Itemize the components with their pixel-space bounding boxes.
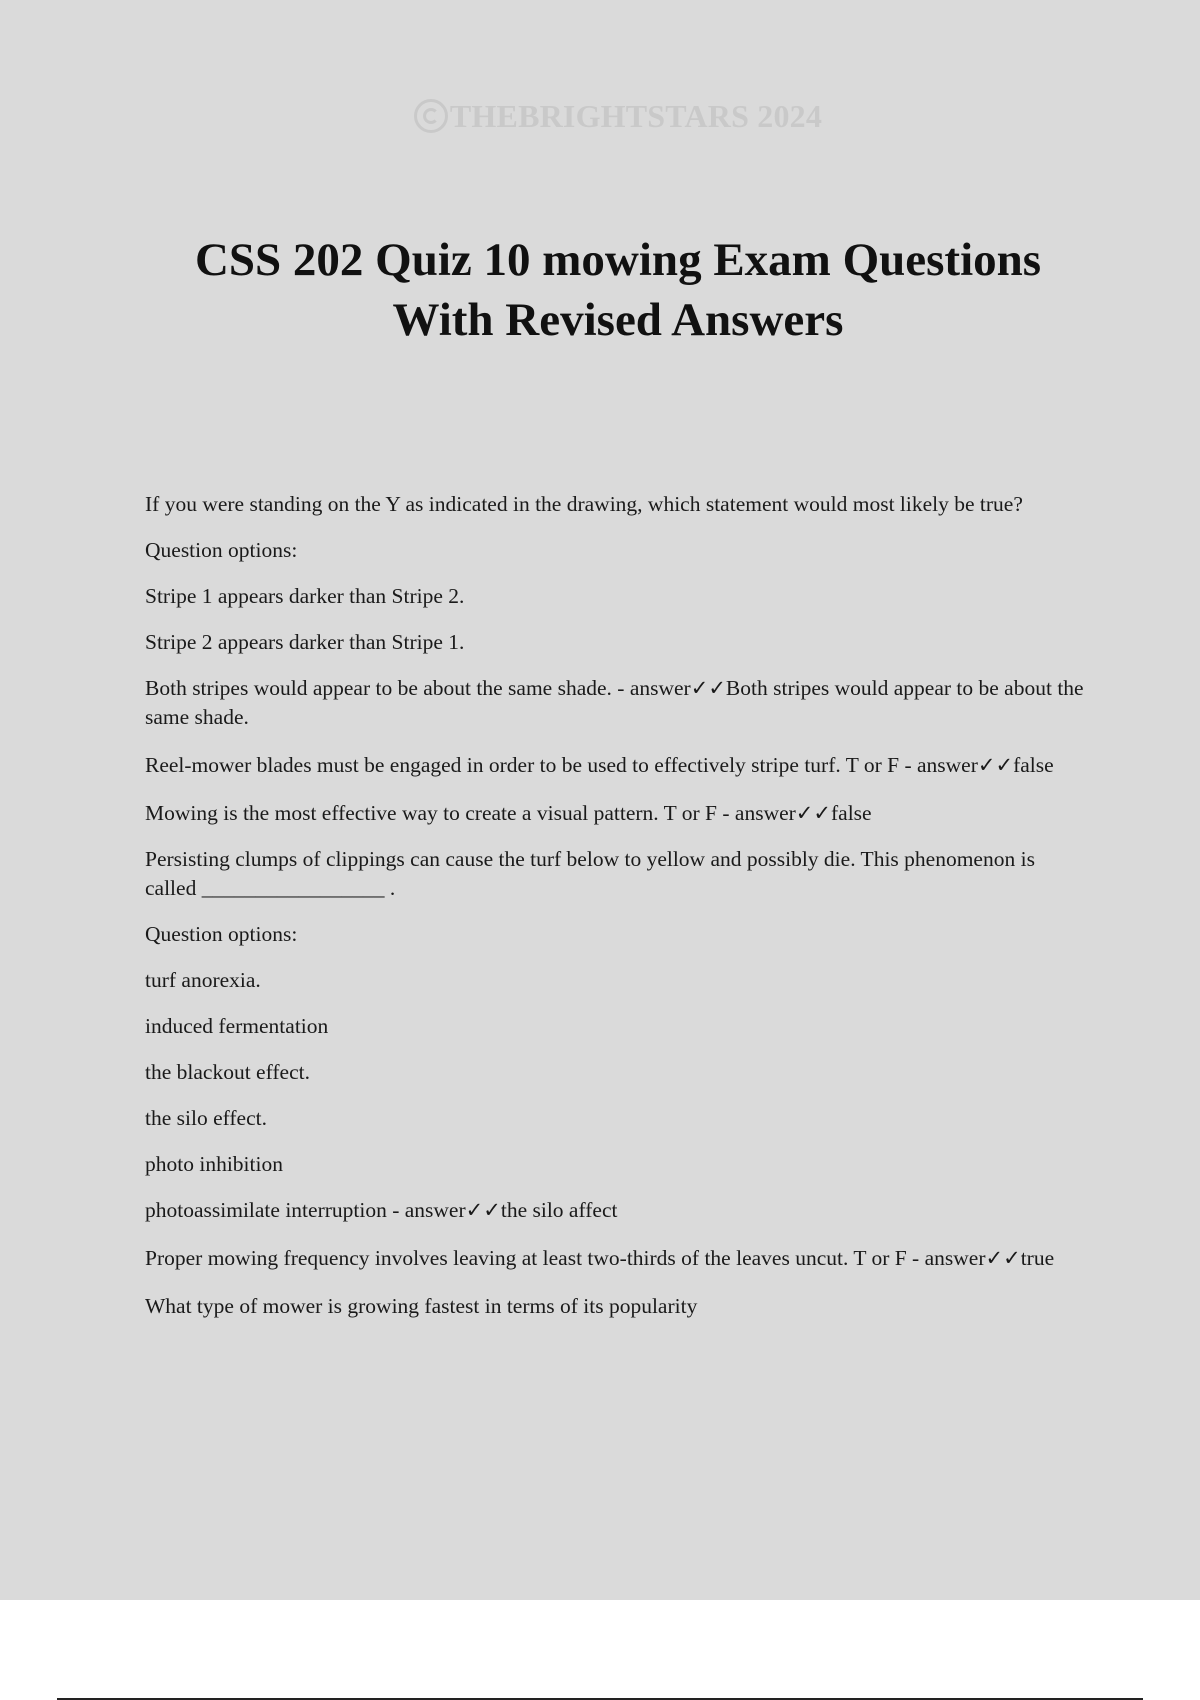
question-option: Stripe 2 appears darker than Stripe 1. — [145, 630, 465, 654]
title-line-2: With Revised Answers — [392, 294, 844, 346]
question-option: the blackout effect. — [145, 1060, 310, 1084]
answer-text: Both stripes would appear to be about the same shade. — [145, 676, 1084, 729]
answer-text: the silo affect — [500, 1198, 618, 1222]
checkmark-icon: ✓✓ — [977, 753, 1014, 777]
question-option: photo inhibition — [145, 1152, 283, 1176]
answer-text: false — [831, 801, 872, 825]
question-option: the silo effect. — [145, 1106, 267, 1130]
title-line-1: CSS 202 Quiz 10 mowing Exam Questions — [194, 234, 1042, 286]
question-with-answer: Reel-mower blades must be engaged in order to be used to effectively stripe turf. T or F - answer✓✓false — [145, 753, 1054, 777]
answer-text: false — [1013, 753, 1054, 777]
question-options-label: Question options: — [145, 538, 298, 562]
question-with-answer: Mowing is the most effective way to create a visual pattern. T or F - answer✓✓false — [145, 801, 872, 825]
question-options-label: Question options: — [145, 922, 298, 946]
document-body — [145, 490, 1090, 1338]
copyright-icon — [414, 99, 448, 133]
document-title — [0, 230, 1200, 350]
question-with-answer: Proper mowing frequency involves leaving at least two-thirds of the leaves uncut. T or F - answer✓✓true — [145, 1246, 1055, 1270]
question-text: What type of mower is growing fastest in terms of its popularity — [145, 1294, 698, 1318]
question-option: induced fermentation — [145, 1014, 329, 1038]
checkmark-icon: ✓✓ — [465, 1198, 501, 1222]
checkmark-icon: ✓✓ — [690, 676, 726, 700]
watermark-text: THEBRIGHTSTARS 2024 — [449, 98, 823, 134]
question-option: Stripe 1 appears darker than Stripe 2. — [145, 584, 465, 608]
question-option-with-answer: photoassimilate interruption - answer✓✓the silo affect — [145, 1198, 618, 1222]
question-text: Persisting clumps of clippings can cause the turf below to yellow and possibly die. This phenomenon is called _________________ . — [145, 847, 1035, 900]
question-option: turf anorexia. — [145, 968, 261, 992]
checkmark-icon: ✓✓ — [795, 801, 831, 825]
question-option-with-answer: Both stripes would appear to be about the same shade. - answer✓✓Both stripes would appear to be about the same shade. — [145, 676, 1084, 729]
checkmark-icon: ✓✓ — [985, 1246, 1021, 1270]
question-text: If you were standing on the Y as indicated in the drawing, which statement would most likely be true? — [145, 492, 1023, 516]
watermark — [0, 98, 1200, 135]
answer-text: true — [1020, 1246, 1055, 1270]
